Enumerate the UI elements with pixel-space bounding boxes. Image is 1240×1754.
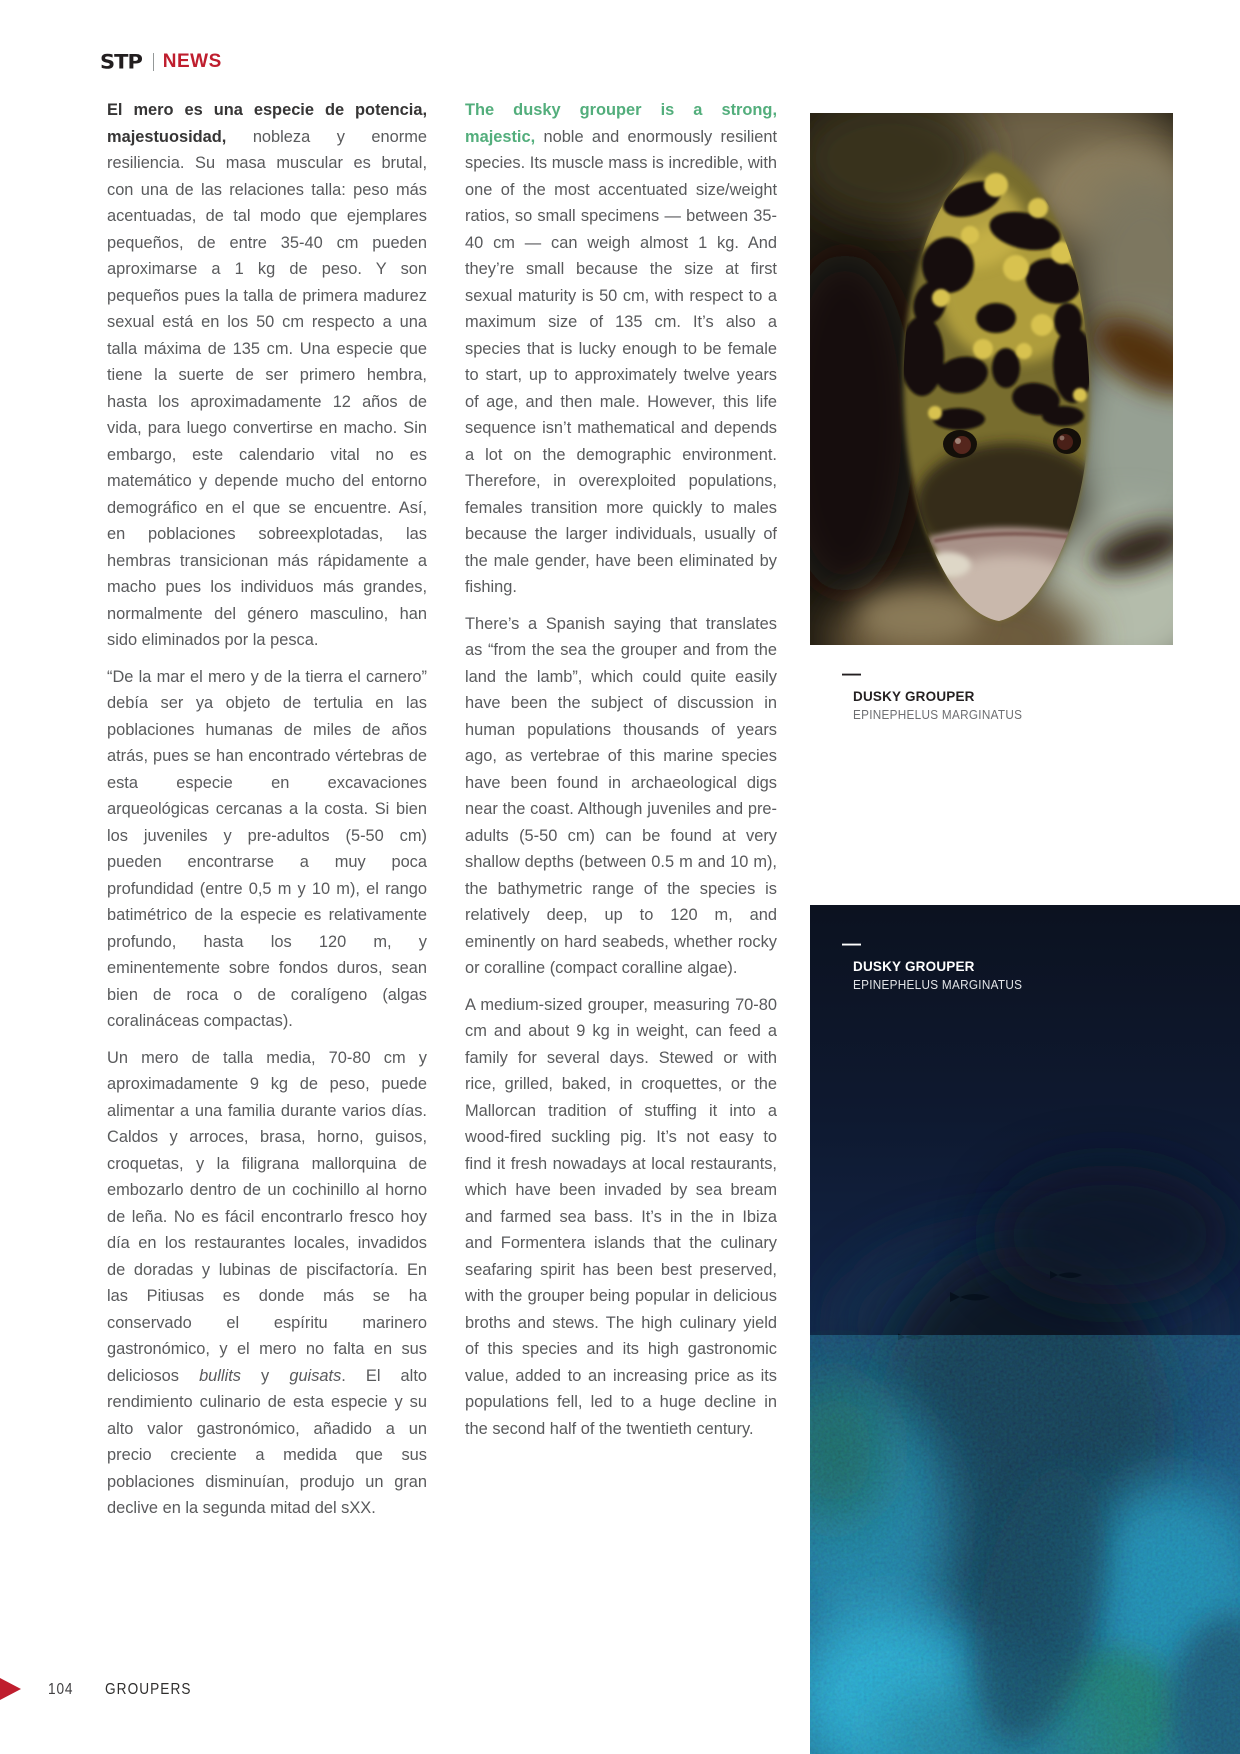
grouper-portrait-image — [810, 113, 1173, 645]
section-title: GROUPERS — [105, 1681, 192, 1698]
brand — [100, 50, 222, 74]
english-paragraph-1-body: noble and enormously resilient species. Its muscle mass is incredible, with one of the most accentuated size/weight ratios, so small specimens — between 35-40 cm — can weigh almost 1 kg. And they’re small because the size at first sexual maturity is 50 cm, with respect to a maximum size of 135 cm. It’s also a species that is lucky enough to be female to start, up to approximately twelve years of age, and then male. However, this life sequence isn’t mathematical and depends a lot on the demographic environment. Therefore, in overexploited populations, females transition more quickly to males because the larger individuals, usually of the male gender, have been eliminated by fishing. — [465, 127, 777, 596]
caption-species: EPINEPHELUS MARGINATUS — [853, 978, 1023, 992]
caption-dash: — — [842, 664, 861, 685]
spanish-paragraph-3 — [107, 1045, 427, 1522]
spanish-paragraph-1 — [107, 97, 427, 654]
spanish-paragraph-1-body: nobleza y enorme resiliencia. Su masa muscular es brutal, con una de las relaciones talla: peso más acentuadas, de tal modo que ejemplares pequeños, de entre 35-40 cm pueden aproximarse a 1 kg de peso. Y son pequeños pues la talla de primera madurez sexual está en los 50 cm respecto a una talla máxima de 135 cm. Una especie que tiene la suerte de ser primero hembra, hasta los aproximadamente 12 años de vida, para luego convertirse en macho. Sin embargo, este calendario vital no es matemático y depende mucho del entorno demográfico en el que se encuentre. Así, en poblaciones sobreexplotadas, las hembras transicionan más rápidamente a macho pues los individuos más grandes, normalmente del género masculino, han sido eliminados por la pesca. — [107, 127, 427, 649]
english-column — [465, 97, 777, 1442]
spanish-column — [107, 97, 427, 1522]
caption-dash: — — [842, 934, 861, 955]
underwater-reef-image — [810, 905, 1240, 1754]
text-segment: y — [240, 1366, 290, 1385]
footer-arrow-icon — [0, 1678, 21, 1700]
spanish-paragraph-2: “De la mar el mero y de la tierra el carnero” debía ser ya objeto de tertulia en las poblaciones humanas de miles de años atrás, pues se han encontrado vértebras de esta especie en excavaciones arqueológicas cercanas a la costa. Si bien los juveniles y pre-adultos (5-50 cm) pueden encontrarse a muy poca profundidad (entre 0,5 m y 10 m), el rango batimétrico de la especie es relativamente profundo, hasta los 120 m, y eminentemente sobre fondos duros, sean bien de roca o de coralígeno (algas coralináceas compactas). — [107, 667, 427, 1030]
stp-logo: STP — [100, 50, 142, 74]
text-segment: guisats — [289, 1366, 342, 1385]
underwater-reef-photo — [810, 905, 1240, 1754]
page-number: 104 — [48, 1681, 74, 1698]
text-segment: Un mero de talla media, 70-80 cm y aproximadamente 9 kg de peso, puede alimentar a una familia durante varios días. Caldos y arroces, brasa, horno, guisos, croquetas, y la filigrana mallorquina de embozarlo dentro de un cochinillo al horno de leña. No es fácil encontrarlo fresco hoy día en los restaurantes locales, invadidos de doradas y lubinas de piscifactoría. En las Pitiusas es donde más se ha conservado el espíritu marinero gastronómico, y el mero no falta en sus deliciosos — [107, 1048, 427, 1385]
english-lead: The dusky grouper is a strong, majestic, — [465, 101, 777, 146]
text-segment: bullits — [199, 1366, 241, 1385]
news-label: NEWS — [162, 51, 222, 72]
text-segment: . El alto rendimiento culinario de esta especie y su alto valor gastronómico, añadido a un precio creciente a medida que sus poblaciones disminuían, produjo un gran declive en la segunda mitad del sXX. — [107, 1366, 427, 1517]
caption-title: DUSKY GROUPER — [853, 959, 975, 974]
english-paragraph-1 — [465, 97, 777, 601]
english-paragraph-3: A medium-sized grouper, measuring 70-80 cm and about 9 kg in weight, can feed a family for several days. Stewed or with rice, grilled, baked, in croquettes, or the Mallorcan tradition of stuffing it into a wood-fired suckling pig. It’s not easy to find it fresh nowadays at local restaurants, which have been invaded by sea bream and farmed sea bass. It’s in the in Ibiza and Formentera islands that the culinary seafaring spirit has been best preserved, with the grouper being popular in delicious broths and stews. The high culinary yield of this species and its high gastronomic value, added to an increasing price as its populations fell, led to a huge decline in the second half of the twentieth century. — [465, 995, 777, 1438]
caption-species: EPINEPHELUS MARGINATUS — [853, 708, 1023, 722]
photo1-caption — [842, 664, 1142, 722]
grouper-portrait-photo — [810, 113, 1173, 645]
spanish-lead: El mero es una especie de potencia, majestuosidad, — [107, 101, 427, 146]
english-paragraph-2: There’s a Spanish saying that translates as “from the sea the grouper and from the land the lamb”, which could quite easily have been the subject of discussion in human populations thousands of years ago, as vertebrae of this marine species have been found in archaeological digs near the coast. Although juveniles and pre-adults (5-50 cm) can be found at very shallow depths (between 0.5 m and 10 m), the bathymetric range of the species is relatively deep, up to 120 m, and eminently on hard seabeds, whether rocky or coralline (compact coralline algae). — [465, 614, 777, 977]
caption-title: DUSKY GROUPER — [853, 689, 975, 704]
brand-separator: | — [151, 51, 155, 72]
photo2-caption — [842, 934, 1142, 992]
